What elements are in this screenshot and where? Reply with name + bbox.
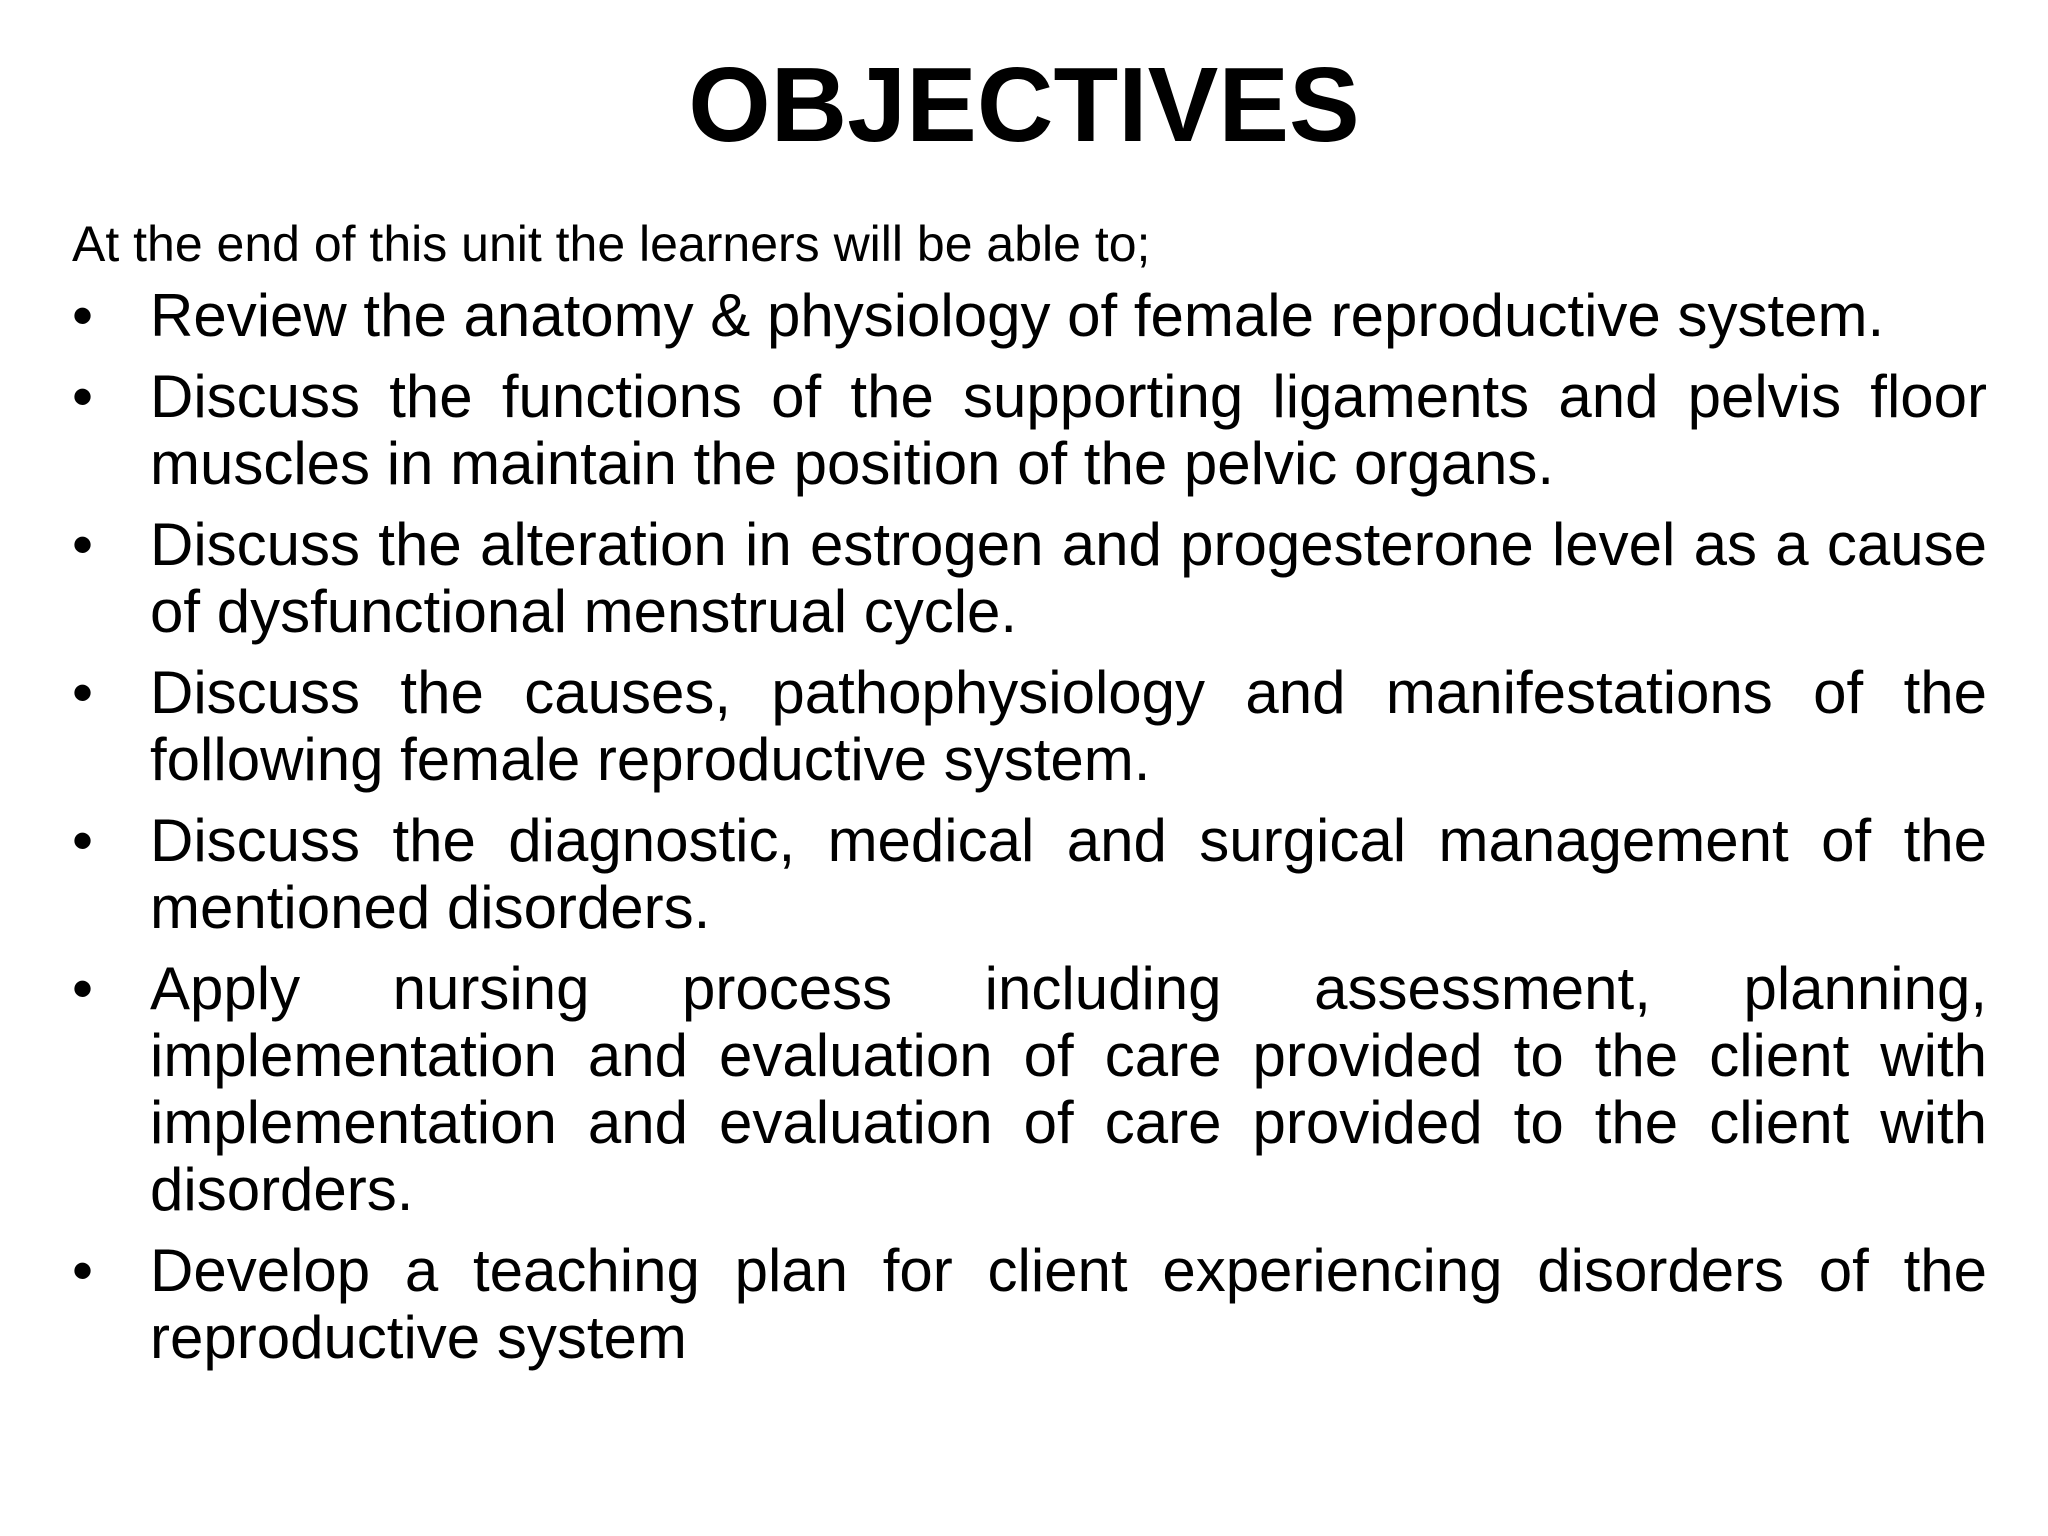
list-item [72,955,1987,1223]
bullet-icon: • [72,282,94,349]
objective-text: Develop a teaching plan for client experiencing disorders of the reproductive system [150,1237,1987,1371]
objective-text: Discuss the causes, pathophysiology and manifestations of the following female reproductive system. [150,659,1987,793]
bullet-icon: • [72,807,94,874]
objective-text: Discuss the functions of the supporting ligaments and pelvis floor muscles in maintain the position of the pelvic organs. [150,363,1987,497]
list-item [72,1237,1987,1371]
intro-text: At the end of this unit the learners will be able to; [72,216,1151,272]
objectives-list [72,282,1987,1385]
bullet-icon: • [72,659,94,726]
objective-text: Discuss the alteration in estrogen and progesterone level as a cause of dysfunctional menstrual cycle. [150,511,1987,645]
slide-title: OBJECTIVES [688,46,1360,164]
list-item [72,659,1987,793]
list-item [72,511,1987,645]
objective-text: Apply nursing process including assessment, planning, implementation and evaluation of care provided to the client with implementation and evaluation of care provided to the client with disorders. [150,955,1987,1223]
list-item [72,282,1987,349]
bullet-icon: • [72,363,94,430]
objective-text: Review the anatomy & physiology of female reproductive system. [150,282,1885,349]
list-item [72,807,1987,941]
bullet-icon: • [72,511,94,578]
bullet-icon: • [72,1237,94,1304]
bullet-icon: • [72,955,94,1022]
objective-text: Discuss the diagnostic, medical and surgical management of the mentioned disorders. [150,807,1987,941]
list-item [72,363,1987,497]
